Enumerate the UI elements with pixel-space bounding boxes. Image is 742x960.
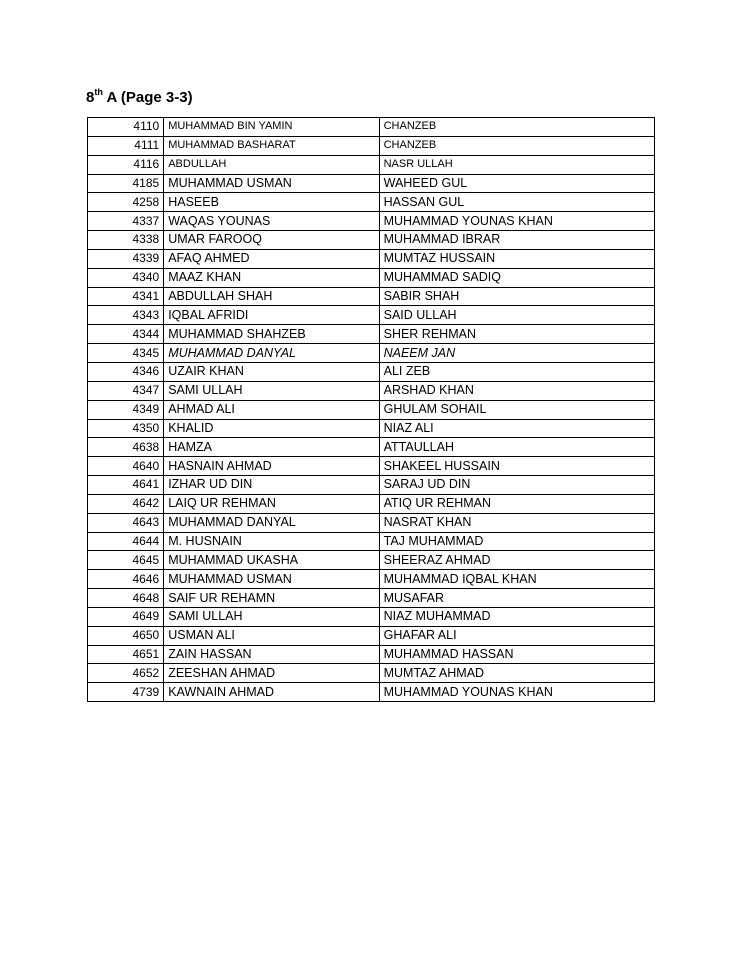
father-name-cell: SAID ULLAH	[379, 306, 654, 325]
table-row	[88, 325, 655, 344]
admission-number-cell: 4641	[88, 476, 164, 495]
table-row	[88, 419, 655, 438]
father-name-cell: WAHEED GUL	[379, 174, 654, 193]
table-row	[88, 494, 655, 513]
father-name-cell: ATIQ UR REHMAN	[379, 494, 654, 513]
father-name-cell: SABIR SHAH	[379, 287, 654, 306]
student-name-cell: ABDULLAH	[164, 155, 379, 174]
table-row	[88, 381, 655, 400]
student-name-cell: MUHAMMAD DANYAL	[164, 513, 379, 532]
table-row	[88, 607, 655, 626]
admission-number-cell: 4651	[88, 645, 164, 664]
admission-number-cell: 4648	[88, 589, 164, 608]
admission-number-cell: 4344	[88, 325, 164, 344]
student-name-cell: HASNAIN AHMAD	[164, 457, 379, 476]
student-table	[87, 117, 655, 702]
admission-number-cell: 4646	[88, 570, 164, 589]
table-row	[88, 212, 655, 231]
father-name-cell: NASR ULLAH	[379, 155, 654, 174]
table-row	[88, 231, 655, 250]
table-row	[88, 645, 655, 664]
table-row	[88, 457, 655, 476]
table-row	[88, 683, 655, 702]
table-row	[88, 438, 655, 457]
father-name-cell: CHANZEB	[379, 136, 654, 155]
table-row	[88, 551, 655, 570]
father-name-cell: MUMTAZ HUSSAIN	[379, 249, 654, 268]
admission-number-cell: 4345	[88, 344, 164, 363]
admission-number-cell: 4346	[88, 362, 164, 381]
admission-number-cell: 4644	[88, 532, 164, 551]
father-name-cell: SHER REHMAN	[379, 325, 654, 344]
student-name-cell: ABDULLAH SHAH	[164, 287, 379, 306]
table-row	[88, 664, 655, 683]
student-name-cell: MUHAMMAD BIN YAMIN	[164, 118, 379, 137]
student-name-cell: IQBAL AFRIDI	[164, 306, 379, 325]
student-name-cell: USMAN ALI	[164, 626, 379, 645]
student-name-cell: SAMI ULLAH	[164, 607, 379, 626]
table-row	[88, 155, 655, 174]
father-name-cell: SHEERAZ AHMAD	[379, 551, 654, 570]
father-name-cell: ATTAULLAH	[379, 438, 654, 457]
table-row	[88, 513, 655, 532]
student-name-cell: MAAZ KHAN	[164, 268, 379, 287]
father-name-cell: MUHAMMAD IBRAR	[379, 231, 654, 250]
admission-number-cell: 4640	[88, 457, 164, 476]
student-name-cell: AHMAD ALI	[164, 400, 379, 419]
father-name-cell: NASRAT KHAN	[379, 513, 654, 532]
student-name-cell: WAQAS YOUNAS	[164, 212, 379, 231]
student-name-cell: M. HUSNAIN	[164, 532, 379, 551]
student-name-cell: MUHAMMAD BASHARAT	[164, 136, 379, 155]
admission-number-cell: 4339	[88, 249, 164, 268]
admission-number-cell: 4337	[88, 212, 164, 231]
father-name-cell: MUHAMMAD YOUNAS KHAN	[379, 212, 654, 231]
father-name-cell: MUHAMMAD SADIQ	[379, 268, 654, 287]
table-row	[88, 400, 655, 419]
admission-number-cell: 4185	[88, 174, 164, 193]
student-name-cell: MUHAMMAD UKASHA	[164, 551, 379, 570]
father-name-cell: NAEEM JAN	[379, 344, 654, 363]
father-name-cell: ALI ZEB	[379, 362, 654, 381]
father-name-cell: MUHAMMAD HASSAN	[379, 645, 654, 664]
father-name-cell: ARSHAD KHAN	[379, 381, 654, 400]
table-row	[88, 193, 655, 212]
student-name-cell: SAMI ULLAH	[164, 381, 379, 400]
admission-number-cell: 4116	[88, 155, 164, 174]
student-name-cell: MUHAMMAD DANYAL	[164, 344, 379, 363]
table-row	[88, 306, 655, 325]
student-name-cell: KHALID	[164, 419, 379, 438]
father-name-cell: MUSAFAR	[379, 589, 654, 608]
father-name-cell: HASSAN GUL	[379, 193, 654, 212]
table-row	[88, 344, 655, 363]
father-name-cell: MUMTAZ AHMAD	[379, 664, 654, 683]
page-title	[86, 88, 193, 106]
father-name-cell: NIAZ ALI	[379, 419, 654, 438]
student-name-cell: HAMZA	[164, 438, 379, 457]
admission-number-cell: 4642	[88, 494, 164, 513]
student-name-cell: MUHAMMAD SHAHZEB	[164, 325, 379, 344]
student-table-body	[88, 118, 655, 702]
student-name-cell: AFAQ AHMED	[164, 249, 379, 268]
admission-number-cell: 4638	[88, 438, 164, 457]
student-name-cell: SAIF UR REHAMN	[164, 589, 379, 608]
admission-number-cell: 4645	[88, 551, 164, 570]
student-name-cell: MUHAMMAD USMAN	[164, 570, 379, 589]
table-row	[88, 589, 655, 608]
student-name-cell: UZAIR KHAN	[164, 362, 379, 381]
father-name-cell: CHANZEB	[379, 118, 654, 137]
father-name-cell: SHAKEEL HUSSAIN	[379, 457, 654, 476]
table-row	[88, 626, 655, 645]
table-row	[88, 249, 655, 268]
student-name-cell: KAWNAIN AHMAD	[164, 683, 379, 702]
admission-number-cell: 4343	[88, 306, 164, 325]
table-row	[88, 287, 655, 306]
table-row	[88, 476, 655, 495]
student-name-cell: ZEESHAN AHMAD	[164, 664, 379, 683]
table-row	[88, 532, 655, 551]
admission-number-cell: 4652	[88, 664, 164, 683]
title-superscript: th	[94, 87, 103, 97]
admission-number-cell: 4338	[88, 231, 164, 250]
table-row	[88, 570, 655, 589]
father-name-cell: MUHAMMAD IQBAL KHAN	[379, 570, 654, 589]
admission-number-cell: 4258	[88, 193, 164, 212]
table-row	[88, 174, 655, 193]
table-row	[88, 362, 655, 381]
student-name-cell: UMAR FAROOQ	[164, 231, 379, 250]
admission-number-cell: 4739	[88, 683, 164, 702]
admission-number-cell: 4340	[88, 268, 164, 287]
title-suffix: A (Page 3-3)	[102, 89, 193, 106]
admission-number-cell: 4111	[88, 136, 164, 155]
father-name-cell: MUHAMMAD YOUNAS KHAN	[379, 683, 654, 702]
father-name-cell: TAJ MUHAMMAD	[379, 532, 654, 551]
admission-number-cell: 4350	[88, 419, 164, 438]
student-name-cell: MUHAMMAD USMAN	[164, 174, 379, 193]
admission-number-cell: 4643	[88, 513, 164, 532]
student-name-cell: HASEEB	[164, 193, 379, 212]
student-name-cell: IZHAR UD DIN	[164, 476, 379, 495]
admission-number-cell: 4650	[88, 626, 164, 645]
father-name-cell: GHAFAR ALI	[379, 626, 654, 645]
admission-number-cell: 4649	[88, 607, 164, 626]
admission-number-cell: 4110	[88, 118, 164, 137]
table-row	[88, 118, 655, 137]
student-name-cell: ZAIN HASSAN	[164, 645, 379, 664]
admission-number-cell: 4341	[88, 287, 164, 306]
table-row	[88, 136, 655, 155]
student-name-cell: LAIQ UR REHMAN	[164, 494, 379, 513]
father-name-cell: SARAJ UD DIN	[379, 476, 654, 495]
title-class-number: 8	[86, 89, 95, 106]
admission-number-cell: 4347	[88, 381, 164, 400]
father-name-cell: GHULAM SOHAIL	[379, 400, 654, 419]
father-name-cell: NIAZ MUHAMMAD	[379, 607, 654, 626]
admission-number-cell: 4349	[88, 400, 164, 419]
table-row	[88, 268, 655, 287]
